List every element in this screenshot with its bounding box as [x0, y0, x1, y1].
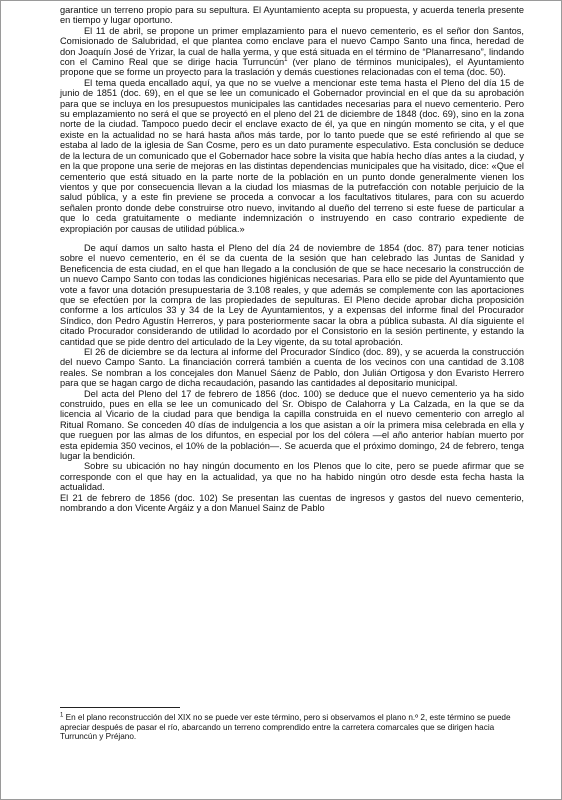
- footnote: [60, 713, 524, 742]
- paragraph-7: Sobre su ubicación no hay ningún documento en los Plenos que lo cite, pero se puede afirmar que se corresponde con el que hay en la actualidad, ya que no ha habido ningún otro desde esta fecha hasta la actualidad.: [60, 461, 524, 493]
- footnote-marker: 1: [60, 712, 64, 719]
- paragraph-2-continuation: (ver plano de términos municipales), el Ayuntamiento propone que se forme un proyecto para la traslación y demás cuestiones relacionadas con el tema (doc. 50).: [60, 57, 524, 78]
- paragraph-2-text: El 11 de abril, se propone un primer emplazamiento para el nuevo cementerio, es el señor don Santos, Comisionado de Salubridad, el que plantea como enclave para el nuevo Campo Santo una finca, heredad de don Joaquín José de Yrizar, la cual de halla yerma, y que está situada en el término de “Planarresano”, lindando con el Camino Real que se dirige hacia Turruncún: [60, 25, 524, 68]
- footnote-reference[interactable]: 1: [284, 56, 288, 63]
- footnote-text: En el plano reconstrucción del XIX no se puede ver este término, pero si observamos el plano n.º 2, este término se puede apreciar después de pasar el río, abarcando un terreno comprendido entre la carretera comarcales que se dirigen hacia Turruncún y Préjano.: [60, 713, 511, 742]
- paragraph-4: De aquí damos un salto hasta el Pleno del día 24 de noviembre de 1854 (doc. 87) para tener noticias sobre el nuevo cementerio, en él se da cuenta de la sesión que han celebrado las Juntas de Sanidad y Beneficencia de esta ciudad, en el que han llegado a la conclusión de que se hace necesario la construcción de un nuevo Campo Santo con todas las condiciones higiénicas necesarias. Para ello se pide del Ayuntamiento que vote a favor una dotación presupuestaria de 3.108 reales, y que además se complemente con las aportaciones que se efectúen por la compra de las propiedades de sepulturas. El Pleno decide aprobar dicha proposición conforme a los artículos 33 y 34 de la Ley de Ayuntamientos, y a expensas del informe final del Procurador Síndico, don Pedro Agustín Herreros, y para posteriormente sacar la obra a pública subasta. Al día siguiente el citado Procurador considerando de utilidad lo acordado por el Consistorio en la sesión pertinente, y estando la cantidad que se pide dentro del articulado de la Ley vigente, da su total aprobación.: [60, 242, 524, 347]
- paragraph-8: El 21 de febrero de 1856 (doc. 102) Se presentan las cuentas de ingresos y gastos del nuevo cementerio, nombrando a don Vicente Argáiz y a don Manuel Sainz de Pablo: [60, 492, 524, 514]
- paragraph-1: garantice un terreno propio para su sepultura. El Ayuntamiento acepta su propuesta, y acuerda tenerla presente en tiempo y lugar oportuno.: [60, 5, 524, 26]
- paragraph-5: El 26 de diciembre se da lectura al informe del Procurador Síndico (doc. 89), y se acuerda la construcción del nuevo Campo Santo. La financiación correrá también a cuenta de los vecinos con una cantidad de 3.108 reales. Se nombran a los concejales don Manuel Sáenz de Pablo, don Julián Ortigosa y don Evaristo Herrero para que se hagan cargo de dicha recaudación, pasando las cantidades al depositario municipal.: [60, 347, 524, 389]
- body-text: [60, 5, 524, 514]
- paragraph-3: El tema queda encallado aquí, ya que no se vuelve a mencionar este tema hasta el Pleno del día 15 de junio de 1851 (doc. 69), en el que se lee un comunicado el Gobernador provincial en el que da su aprobación para que se incluya en los presupuestos municipales las cantidades necesarias para el nuevo cementerio. Pero su emplazamiento no será el que se proyectó en el pleno del 21 de diciembre de 1848 (doc. 69), sino en la zona norte de la ciudad. Tampoco puedo decir el enclave exacto de él, ya que en ningún momento se cita, y el que existe en la actualidad no se hará hasta años más tarde, por lo tanto puede que se esté refiriendo al que se estaba al lado de la iglesia de San Cosme, pero es un dato puramente especulativo. Esta conclusión se deduce de la lectura de un comunicado que el Gobernador hace sobre la visita que había hecho días antes a la ciudad, y en la que propone una serie de mejoras en las distintas dependencias municipales que ha visitado, dice: «Que el cementerio que está situado en la parte norte de la población en un punto donde generalmente vienen los vientos y que por consecuencia llevan a la ciudad los miasmas de la putrefacción con notable perjuicio de la salud pública, y a este fin previene se proceda a convocar a los facultativos titulares, para con su acuerdo señalen pronto donde debe construirse otro nuevo, invitando al dueño del terreno si este fuese de particular a que lo ceda gratuitamente o mediante indemnización o instruyendo en caso contrario expediente de expropiación por causas de utilidad pública.»: [60, 77, 524, 234]
- footnote-divider: [60, 707, 180, 708]
- paragraph-6: Del acta del Pleno del 17 de febrero de 1856 (doc. 100) se deduce que el nuevo cementerio ya ha sido construido, pues en ella se lee un comunicado del Sr. Obispo de Calahorra y La Calzada, en la que se da licencia al Vicario de la ciudad para que bendiga la capilla construida en el nuevo cementerio con arreglo al Ritual Romano. Se conceden 40 días de indulgencia a los que asistan a oír la primera misa celebrada en ella y que rueguen por las almas de los difuntos, en especial por los del cólera —el año anterior habían muerto por esta epidemia 350 vecinos, el 10% de la población—. Se acuerda que el próximo domingo, 24 de febrero, tenga lugar la bendición.: [60, 388, 524, 462]
- paragraph-2: [60, 26, 524, 78]
